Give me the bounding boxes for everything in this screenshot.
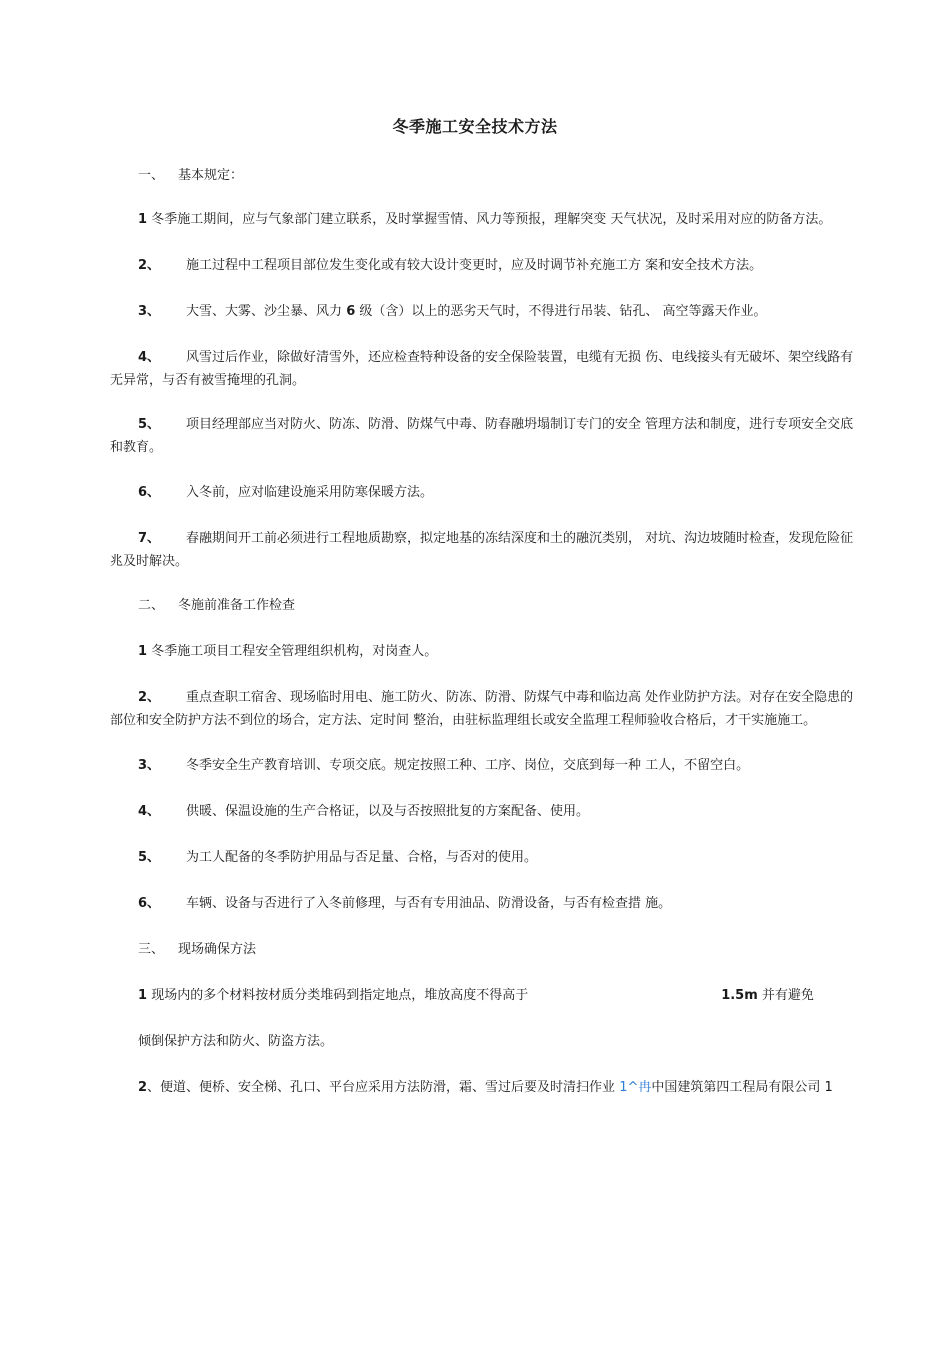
item-number: 3、 — [138, 758, 161, 773]
section-1-marker: 一、 — [138, 168, 165, 183]
s1-item-3 — [110, 300, 856, 323]
s2-item-1 — [110, 640, 856, 663]
item-text: 项目经理部应当对防火、防冻、防滑、防煤气中毒、防春融坍塌制订专门的安全 管理方法和制度，进行专项安全交底和教育。 — [110, 417, 854, 455]
item-text: 入冬前，应对临建设施采用防寒保暖方法。 — [186, 485, 434, 500]
page-link[interactable]: 1^冉 — [619, 1080, 652, 1095]
item-number: 1 — [138, 988, 148, 1003]
s2-item-6 — [110, 892, 856, 915]
item-text: 春融期间开工前必须进行工程地质勘察，拟定地基的冻结深度和土的融沉类别， 对坑、沟边坡随时检查，发现危险征兆及时解决。 — [110, 531, 854, 569]
item-text-cont: 倾倒保护方法和防火、防盗方法。 — [138, 1034, 334, 1049]
section-3-title: 现场确保方法 — [178, 942, 257, 957]
item-text-a: 现场内的多个材料按材质分类堆码到指定地点，堆放高度不得高于 — [151, 988, 529, 1003]
item-number: 4、 — [138, 804, 161, 819]
s1-item-4 — [110, 346, 856, 392]
item-text: 风雪过后作业，除做好清雪外，还应检查特种设备的安全保险装置，电缆有无损 伤、电线接头有无破坏、架空线路有无异常，与否有被雪掩埋的孔洞。 — [110, 350, 854, 388]
s1-item-1 — [110, 208, 856, 231]
s1-item-5 — [110, 413, 856, 459]
document-title: 冬季施工安全技术方法 — [392, 117, 558, 136]
s3-item-2 — [110, 1076, 856, 1099]
item-text: 车辆、设备与否进行了入冬前修理，与否有专用油品、防滑设备，与否有检查措 施。 — [186, 896, 672, 911]
stack-height-value: 1.5m — [721, 988, 758, 1003]
section-1-title: 基本规定： — [178, 168, 244, 183]
section-2-heading — [138, 594, 295, 617]
s2-item-5 — [110, 846, 856, 869]
item-text: 、便道、便桥、安全梯、孔口、平台应采用方法防滑，霜、雪过后要及时清扫作业 — [147, 1080, 616, 1095]
s2-item-3 — [110, 754, 856, 777]
item-number: 2、 — [138, 690, 161, 705]
s1-item-2 — [110, 254, 856, 277]
s1-item-6 — [110, 481, 856, 504]
item-text: 施工过程中工程项目部位发生变化或有较大设计变更时，应及时调节补充施工方 案和安全技术方法。 — [186, 258, 763, 273]
section-2-marker: 二、 — [138, 598, 165, 613]
item-number: 5、 — [138, 850, 161, 865]
item-text-a: 大雪、大雾、沙尘暴、风力 — [186, 304, 347, 319]
item-text: 冬季施工项目工程安全管理组织机构，对岗查人。 — [151, 644, 438, 659]
s3-item-1-continued — [110, 1030, 856, 1053]
item-number: 7、 — [138, 531, 161, 546]
item-number: 3、 — [138, 304, 161, 319]
item-text: 供暖、保温设施的生产合格证，以及与否按照批复的方案配备、使用。 — [186, 804, 590, 819]
item-number: 5、 — [138, 417, 161, 432]
item-number: 2 — [138, 1080, 148, 1095]
item-number: 1 — [138, 644, 148, 659]
item-number: 6、 — [138, 485, 161, 500]
s2-item-4 — [110, 800, 856, 823]
item-text: 重点查职工宿舍、现场临时用电、施工防火、防冻、防滑、防煤气中毒和临边高 处作业防护方法。对存在安全隐患的部位和安全防护方法不到位的场合，定方法、定时间 整治，由驻标监理组长或安全监理工程师验收合格后，才干实施施工。 — [110, 690, 854, 728]
item-text: 为工人配备的冬季防护用品与否足量、合格，与否对的使用。 — [186, 850, 538, 865]
item-number: 6、 — [138, 896, 161, 911]
item-number: 2、 — [138, 258, 161, 273]
section-1-heading — [138, 164, 243, 187]
item-text: 冬季施工期间，应与气象部门建立联系，及时掌握雪情、风力等预报，理解突变 天气状况，及时采用对应的防备方法。 — [151, 212, 832, 227]
item-text-b: 并有避免 — [761, 988, 814, 1003]
s1-item-7 — [110, 527, 856, 573]
item-number: 1 — [138, 212, 148, 227]
item-text-b: 级（含）以上的恶劣天气时，不得进行吊装、钻孔、 高空等露天作业。 — [355, 304, 767, 319]
page-footer: 中国建筑第四工程局有限公司 1 — [651, 1080, 833, 1095]
s3-item-1 — [110, 984, 856, 1007]
section-2-title: 冬施前准备工作检查 — [178, 598, 296, 613]
section-3-heading — [138, 938, 256, 961]
section-3-marker: 三、 — [138, 942, 165, 957]
item-number: 4、 — [138, 350, 161, 365]
wind-force-value: 6 — [346, 304, 356, 319]
item-text: 冬季安全生产教育培训、专项交底。规定按照工种、工序、岗位，交底到每一种 工人，不留空白。 — [186, 758, 750, 773]
s2-item-2 — [110, 686, 856, 732]
